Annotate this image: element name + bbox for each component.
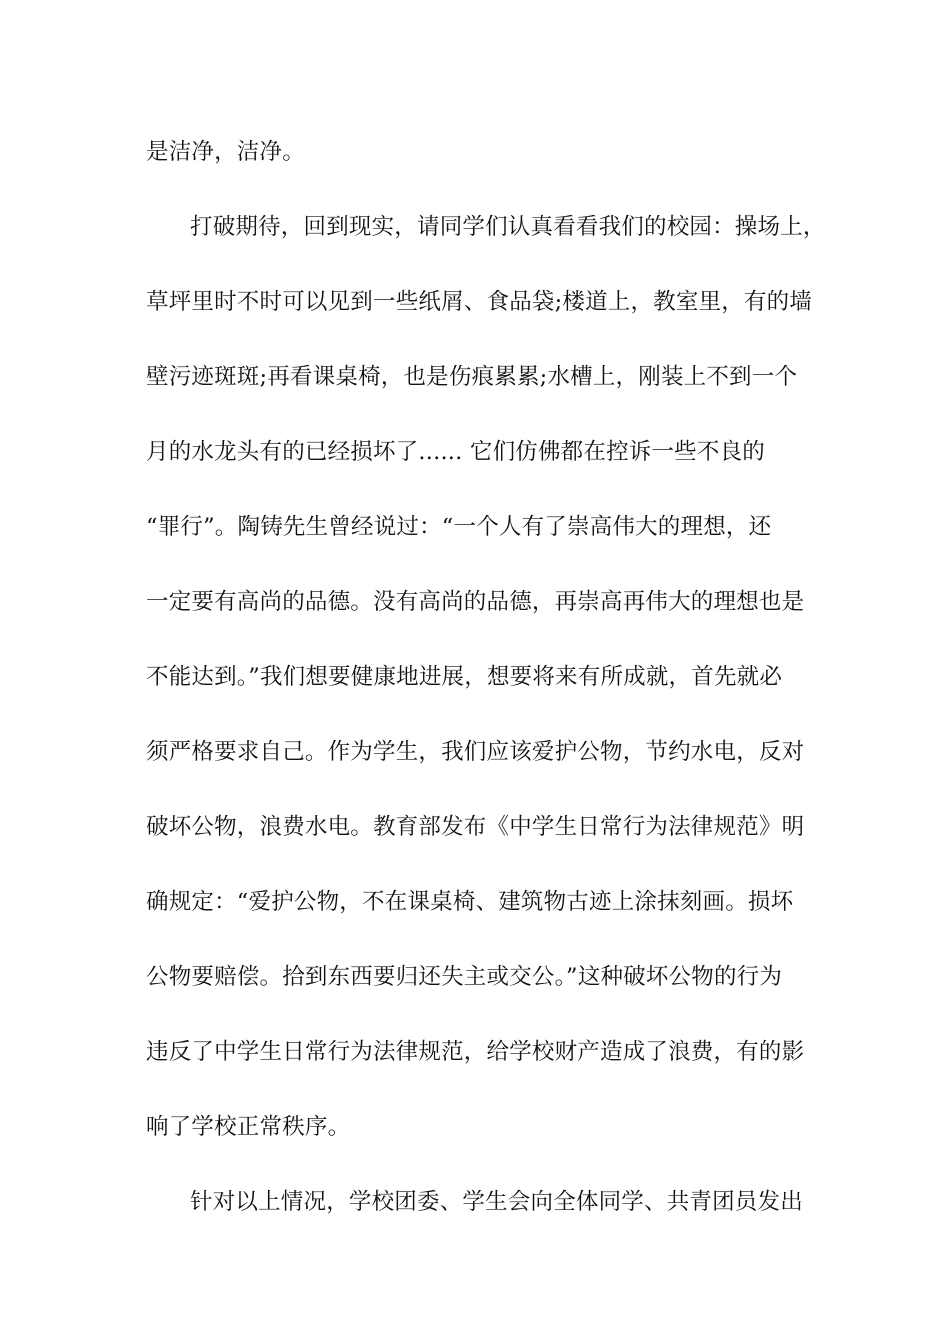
text-line-2: 打破期待，回到现实，请同学们认真看看我们的校园：操场上， <box>190 214 826 240</box>
text-line-9: 须严格要求自己。作为学生，我们应该爱护公物，节约水电，反对 <box>146 739 805 765</box>
text-line-12: 公物要赔偿。拾到东西要归还失主或交公。”这种破坏公物的行为 <box>146 964 783 990</box>
text-line-13: 违反了中学生日常行为法律规范，给学校财产造成了浪费，有的影 <box>146 1039 805 1065</box>
text-line-15: 针对以上情况，学校团委、学生会向全体同学、共青团员发出 <box>190 1189 803 1215</box>
text-line-1: 是洁净，洁净。 <box>146 139 305 165</box>
text-line-14: 响了学校正常秩序。 <box>146 1114 351 1140</box>
text-line-6: “罪行”。陶铸先生曾经说过：“一个人有了崇高伟大的理想，还 <box>146 514 772 540</box>
text-line-10: 破坏公物，浪费水电。教育部发布《中学生日常行为法律规范》明 <box>146 814 805 840</box>
text-line-11: 确规定：“爱护公物，不在课桌椅、建筑物古迹上涂抹刻画。损坏 <box>146 889 794 915</box>
text-line-4: 壁污迹斑斑;再看课桌椅，也是伤痕累累;水槽上，刚装上不到一个 <box>146 364 798 390</box>
text-line-7: 一定要有高尚的品德。没有高尚的品德，再崇高再伟大的理想也是 <box>146 589 805 615</box>
text-line-8: 不能达到。”我们想要健康地进展，想要将来有所成就，首先就必 <box>146 664 783 690</box>
text-line-5: 月的水龙头有的已经损坏了...... 它们仿佛都在控诉一些不良的 <box>146 439 765 465</box>
text-line-3: 草坪里时不时可以见到一些纸屑、食品袋;楼道上，教室里，有的墙 <box>146 289 813 315</box>
